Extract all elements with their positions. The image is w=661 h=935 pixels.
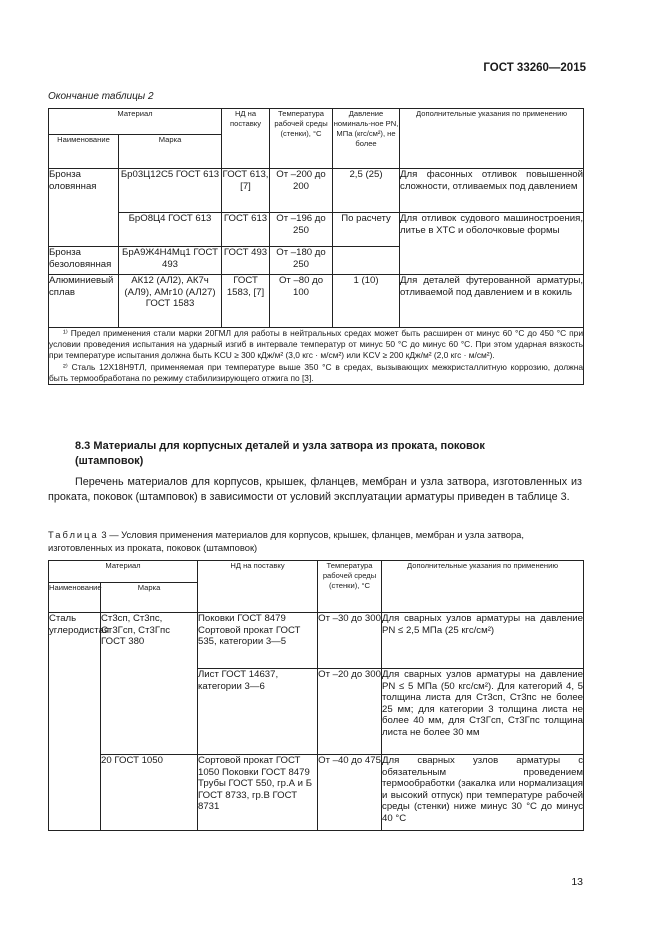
table-caption: Окончание таблицы 2 xyxy=(48,91,154,102)
section-paragraph: Перечень материалов для корпусов, крышек, фланцев, мембран и узла затвора, изготовленных из проката, поковок (штамповок) в зависимости от условий эксплуатации арматуры приведен в таблице 3. xyxy=(48,476,582,503)
footnote-2: ²⁾ Сталь 12Х18Н9ТЛ, применяемая при температуре выше 350 °С в средах, вызывающих межкристаллитную коррозию, должна быть термообработана по режиму стабилизирующего отжига по [3]. xyxy=(49,361,584,383)
header-nd: НД на поставку xyxy=(222,109,270,169)
temp-cell: От –196 до 250 xyxy=(270,213,333,247)
notes-cell: Для деталей футерованной арматуры, отливаемой под давлением и в кокиль xyxy=(400,275,584,328)
header-material: Материал xyxy=(49,561,198,583)
header-material: Материал xyxy=(49,109,222,135)
pressure-cell: По расчету xyxy=(333,213,400,247)
material-name: Бронза оловянная xyxy=(49,169,119,247)
notes-cell: Для сварных узлов арматуры на давление PN ≤ 5 МПа (50 кгс/см²). Для категорий 4, 5 толщина листа для Ст3сп, Ст3пс не более 25 мм; для категории 3 толщина листа не более 40 мм, для Ст3Гсп, Ст3Гпс толщина листа не более 30 мм xyxy=(382,669,584,755)
table-3-title: 3 — Условия применения материалов для корпусов, крышек, фланцев, мембран и узла затвора, изготовленных из проката, поковок (штамповок) xyxy=(48,529,524,553)
grade-cell: Бр03Ц12С5 ГОСТ 613 xyxy=(119,169,222,213)
header-temp: Температура рабочей среды (стенки), °С xyxy=(318,561,382,613)
header-temp: Температура рабочей среды (стенки), °С xyxy=(270,109,333,169)
nd-cell: ГОСТ 613 xyxy=(222,213,270,247)
grade-cell: Ст3сп, Ст3пс, Ст3Гсп, Ст3Гпс ГОСТ 380 xyxy=(101,613,198,755)
notes-cell: Для отливок судового машиностроения, литье в ХТС и оболочковые формы xyxy=(400,213,584,275)
temp-cell: От –80 до 100 xyxy=(270,275,333,328)
header-name: Наименование xyxy=(49,583,101,613)
materials-table-3 xyxy=(48,560,584,831)
nd-cell: ГОСТ 1583, [7] xyxy=(222,275,270,328)
table-footnotes xyxy=(49,328,584,385)
section-heading: 8.3 Материалы для корпусных деталей и узла затвора из проката, поковок (штамповок) xyxy=(75,440,485,467)
material-name: Бронза безоловянная xyxy=(49,247,119,275)
temp-cell: От –180 до 250 xyxy=(270,247,333,275)
nd-cell: ГОСТ 493 xyxy=(222,247,270,275)
grade-cell: БрА9Ж4Н4Мц1 ГОСТ 493 xyxy=(119,247,222,275)
page-number: 13 xyxy=(571,876,583,888)
temp-cell: От –30 до 300 xyxy=(318,613,382,669)
header-nd: НД на поставку xyxy=(198,561,318,613)
grade-cell: БрО8Ц4 ГОСТ 613 xyxy=(119,213,222,247)
header-notes: Дополнительные указания по применению xyxy=(400,109,584,169)
nd-cell: Сортовой прокат ГОСТ 1050 Поковки ГОСТ 8479 Трубы ГОСТ 550, гр.А и Б ГОСТ 8733, гр.В ГОСТ 8731 xyxy=(198,755,318,831)
document-code: ГОСТ 33260—2015 xyxy=(483,62,586,74)
nd-cell: Лист ГОСТ 14637, категории 3—6 xyxy=(198,669,318,755)
pressure-cell xyxy=(333,247,400,275)
footnote-1: ¹⁾ Предел применения стали марки 20ГМЛ для работы в нейтральных средах может быть расширен от минус 60 °С до 450 °С при условии проведения испытания на ударный изгиб в интервале температур от минус 50 °С до минус 60 °С. При этом ударная вязкость при температуре испытания должна быть KCU ≥ 300 кДж/м² (3,0 кгс · м/см²) или KCV ≥ 200 кДж/м² (2,0 кгс · м/см²). xyxy=(49,328,584,361)
material-name: Алюминиевый сплав xyxy=(49,275,119,328)
header-notes: Дополнительные указания по применению xyxy=(382,561,584,613)
pressure-cell: 1 (10) xyxy=(333,275,400,328)
temp-cell: От –20 до 300 xyxy=(318,669,382,755)
temp-cell: От –40 до 475 xyxy=(318,755,382,831)
header-name: Наименование xyxy=(49,135,119,169)
notes-cell: Для фасонных отливок повышенной сложности, отливаемых под давлением xyxy=(400,169,584,213)
material-name: Сталь углеродистая xyxy=(49,613,101,831)
header-pressure: Давление номиналь-ное PN, МПа (кгс/см²), не более xyxy=(333,109,400,169)
header-grade: Марка xyxy=(101,583,198,613)
nd-cell: ГОСТ 613, [7] xyxy=(222,169,270,213)
notes-cell: Для сварных узлов арматуры на давление PN ≤ 2,5 МПа (25 кгс/см²) xyxy=(382,613,584,669)
header-grade: Марка xyxy=(119,135,222,169)
table-3-caption xyxy=(48,529,582,554)
nd-cell: Поковки ГОСТ 8479 Сортовой прокат ГОСТ 535, категории 3—5 xyxy=(198,613,318,669)
grade-cell: 20 ГОСТ 1050 xyxy=(101,755,198,831)
grade-cell: АК12 (АЛ2), АК7ч (АЛ9), АМг10 (АЛ27) ГОСТ 1583 xyxy=(119,275,222,328)
temp-cell: От –200 до 200 xyxy=(270,169,333,213)
pressure-cell: 2,5 (25) xyxy=(333,169,400,213)
notes-cell: Для сварных узлов арматуры с обязательным проведением термообработки (закалка или нормализация и высокий отпуск) при температуре рабочей среды (стенки) ниже минус 30 °С до минус 40 °С xyxy=(382,755,584,831)
materials-table-2 xyxy=(48,108,584,385)
table-3-label: Таблица xyxy=(48,529,99,540)
